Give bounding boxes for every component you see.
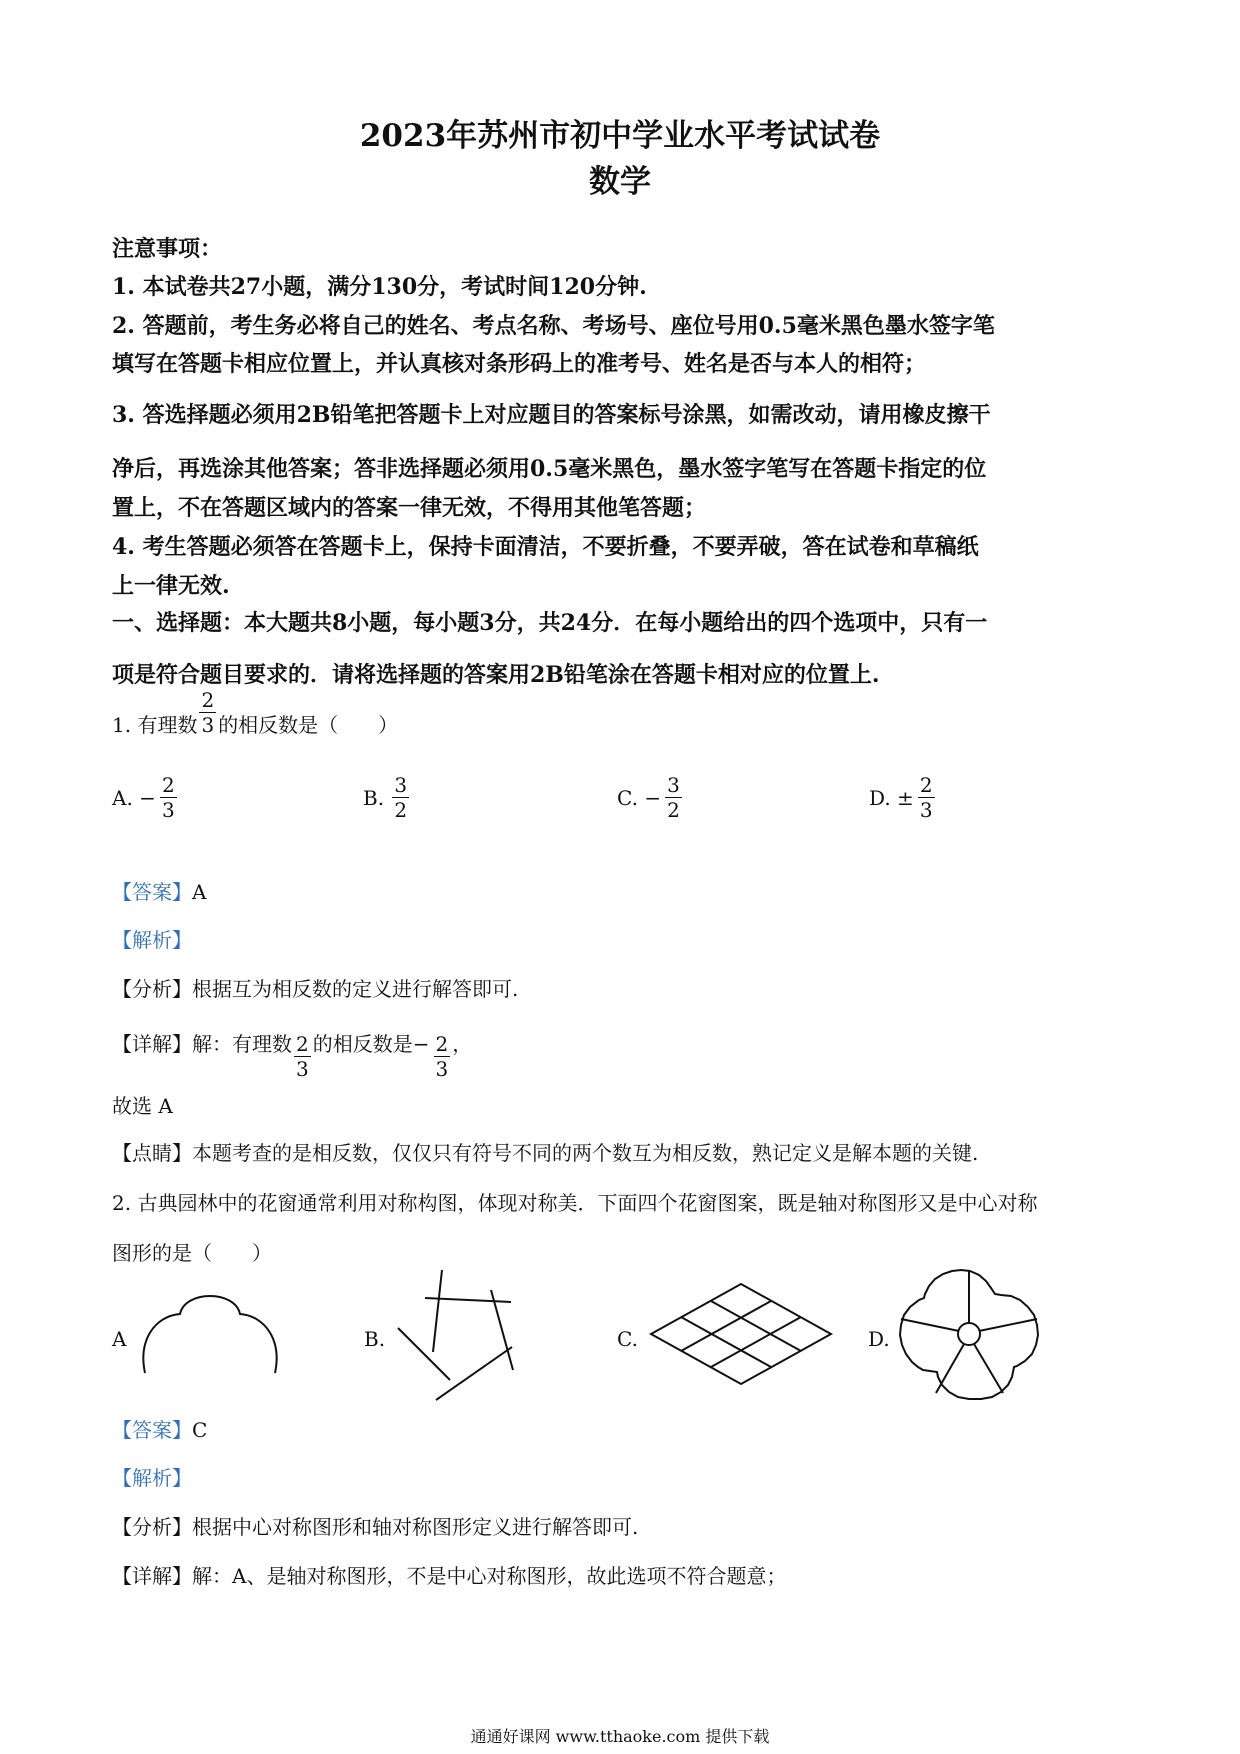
subject-title: 数学 — [589, 164, 651, 200]
fraction-denominator: 3 — [919, 798, 933, 822]
answer-tag: 【答案】 — [112, 1418, 192, 1442]
option-sign: − — [412, 1032, 430, 1056]
q2-option-b-label: B. — [364, 1327, 386, 1351]
option-label: A. — [112, 786, 133, 810]
fraction-denominator: 3 — [435, 1057, 449, 1081]
xiangjie-text: 解：A、是轴对称图形，不是中心对称图形，故此选项不符合题意； — [192, 1564, 787, 1588]
q2-analysis-tag: 【解析】 — [112, 1466, 192, 1490]
option-sign: ± — [897, 786, 914, 810]
notice-item: 3. 答选择题必须用2B铅笔把答题卡上对应题目的答案标号涂黑，如需改动，请用橡皮擦干 — [112, 402, 991, 428]
xiangjie-tag: 【详解】 — [112, 1564, 192, 1588]
option-label: C. — [617, 786, 638, 810]
notice-item: 1. 本试卷共27小题，满分130分，考试时间120分钟. — [112, 274, 647, 300]
fraction-denominator: 2 — [394, 798, 408, 822]
q2-answer — [112, 1414, 207, 1443]
fraction-numerator: 3 — [394, 773, 408, 797]
option-label: D. — [869, 786, 891, 810]
q2-fenxi — [112, 1511, 638, 1540]
xiangjie-text: 的相反数是 — [312, 1032, 413, 1056]
figure-c — [650, 1283, 832, 1385]
notice-item: 置上，不在答题区域内的答案一律无效，不得用其他笔答题； — [112, 495, 707, 521]
figure-a — [140, 1280, 280, 1380]
xiangjie-tag: 【详解】 — [112, 1032, 192, 1056]
fenxi-text: 根据互为相反数的定义进行解答即可. — [192, 977, 519, 1001]
q1-fraction — [199, 690, 216, 735]
xiangjie-text: 解：有理数 — [192, 1032, 292, 1056]
fraction-denominator: 2 — [667, 798, 680, 822]
notice-item: 4. 考生答题必须答在答题卡上，保持卡面清洁，不要折叠，不要弄破，答在试卷和草稿纸 — [112, 534, 979, 560]
notice-item: 净后，再选涂其他答案；答非选择题必须用0.5毫米黑色，墨水签字笔写在答题卡指定的位 — [112, 456, 987, 482]
exam-title: 2023年苏州市初中学业水平考试试卷 — [359, 118, 881, 154]
fraction-denominator: 3 — [201, 713, 215, 737]
q1-prefix: 1. 有理数 — [112, 713, 198, 737]
notice-item: 上一律无效. — [112, 573, 230, 599]
page-footer: 通通好课网 www.tthaoke.com 提供下载 — [470, 1727, 770, 1746]
notice-item: 2. 答题前，考生务必将自己的姓名、考点名称、考场号、座位号用0.5毫米黑色墨水签字笔 — [112, 313, 995, 339]
q1-option-c — [617, 773, 684, 822]
option-label: B. — [363, 786, 385, 810]
q1-option-a — [112, 773, 179, 822]
fraction-numerator: 2 — [296, 1032, 309, 1056]
fraction-numerator: 2 — [201, 688, 215, 712]
fraction-numerator: 2 — [919, 773, 933, 797]
xiangjie-text: ， — [452, 1032, 473, 1056]
fraction-denominator: 3 — [161, 798, 175, 822]
notice-item: 填写在答题卡相应位置上，并认真核对条形码上的准考号、姓名是否与本人的相符； — [112, 351, 927, 377]
notice-heading: 注意事项： — [112, 236, 223, 262]
answer-value: C — [192, 1418, 208, 1442]
fenxi-tag: 【分析】 — [112, 977, 192, 1001]
option-sign: − — [139, 786, 156, 810]
q1-suffix: 的相反数是（ ） — [218, 713, 399, 737]
fenxi-tag: 【分析】 — [112, 1515, 192, 1539]
question-2-stem-cont: 图形的是（ ） — [112, 1241, 272, 1265]
q2-option-a-label: A — [112, 1327, 127, 1351]
q1-dianjing — [112, 1137, 978, 1166]
q2-option-c-label: C. — [617, 1327, 638, 1351]
q1-choose: 故选 A — [112, 1094, 173, 1118]
option-sign: − — [644, 786, 662, 810]
q1-fenxi — [112, 973, 518, 1002]
fraction-numerator: 2 — [435, 1032, 449, 1056]
section-heading: 一、选择题：本大题共8小题，每小题3分，共24分．在每小题给出的四个选项中，只有一 — [112, 610, 988, 636]
figure-d — [900, 1270, 1050, 1400]
fraction-denominator: 3 — [296, 1057, 309, 1081]
fenxi-text: 根据中心对称图形和轴对称图形定义进行解答即可. — [192, 1515, 639, 1539]
q2-xiangjie — [112, 1560, 786, 1589]
q1-analysis-tag: 【解析】 — [112, 928, 192, 952]
section-instruction: 项是符合题目要求的．请将选择题的答案用2B铅笔涂在答题卡相对应的位置上. — [112, 662, 880, 688]
q1-option-d — [869, 773, 937, 822]
q1-option-b — [363, 773, 411, 822]
q1-answer — [112, 876, 206, 905]
fraction-numerator: 2 — [161, 773, 175, 797]
q1-xiangjie — [112, 1028, 473, 1081]
answer-tag: 【答案】 — [112, 880, 192, 904]
figure-b — [395, 1262, 515, 1402]
dianjing-text: 本题考查的是相反数，仅仅只有符号不同的两个数互为相反数，熟记定义是解本题的关键. — [192, 1141, 979, 1165]
answer-value: A — [192, 880, 207, 904]
fraction-numerator: 3 — [667, 773, 680, 797]
question-2-stem: 2. 古典园林中的花窗通常利用对称构图，体现对称美．下面四个花窗图案，既是轴对称图形又是中心对称 — [112, 1191, 1038, 1215]
dianjing-tag: 【点睛】 — [112, 1141, 192, 1165]
q2-option-d-label: D. — [868, 1327, 890, 1351]
question-1-stem — [112, 688, 399, 749]
